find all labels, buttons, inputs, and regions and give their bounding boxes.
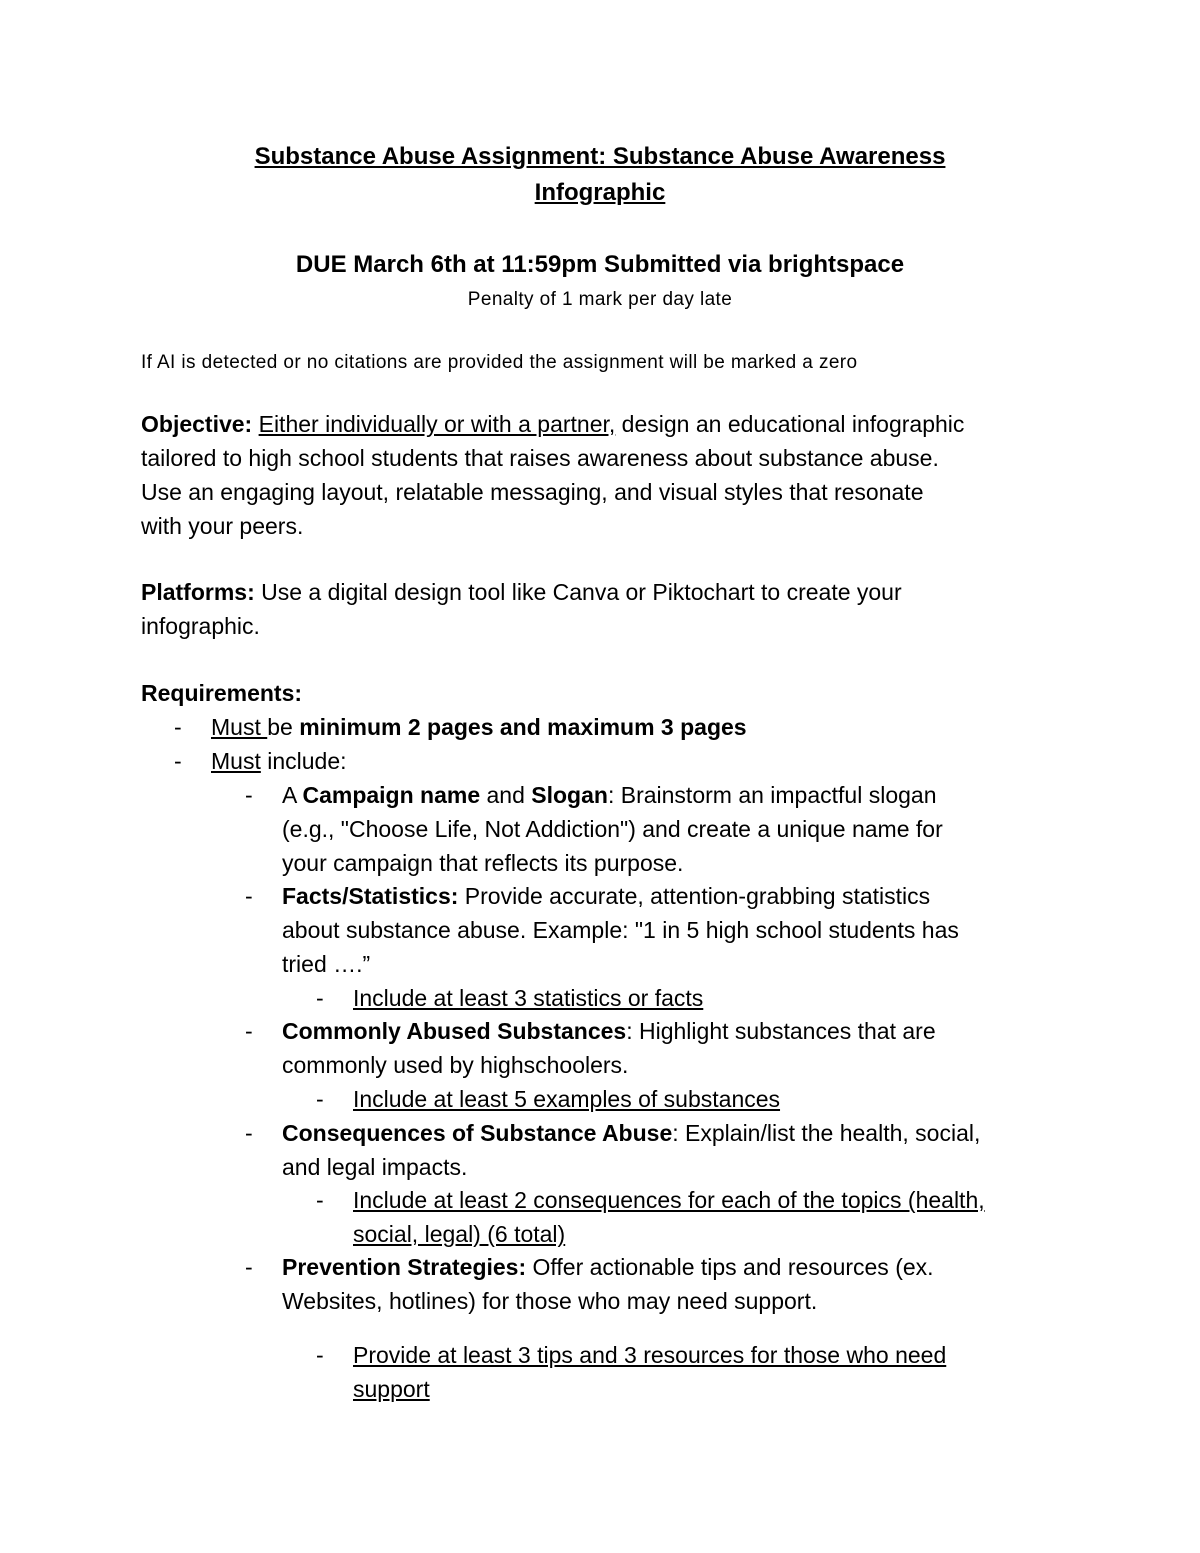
requirement-must-include: Must include: [211,748,347,774]
platforms-paragraph: Platforms: Use a digital design tool like Canva or Piktochart to create your infographic. [141,579,902,639]
bullet-dash: - [316,1187,324,1213]
sub-item-statistics: Include at least 3 statistics or facts [353,985,704,1011]
sub-item-consequences: Include at least 2 consequences for each of the topics (health, social, legal) (6 total) [353,1187,985,1247]
item-common-substances: Commonly Abused Substances: Highlight substances that are commonly used by highschoolers. [282,1018,936,1078]
bullet-dash: - [245,1018,253,1044]
late-penalty: Penalty of 1 mark per day late [467,289,733,310]
objective-paragraph: Objective: Either individually or with a partner, design an educational infographic tailored to high school students that raises awareness about substance abuse. Use an engaging layout, relatable messaging, and visual styles that resonate with your peers. [141,411,965,539]
bullet-dash: - [245,883,253,909]
ai-warning: If AI is detected or no citations are provided the assignment will be marked a zero [141,352,858,373]
item-consequences: Consequences of Substance Abuse: Explain/list the health, social, and legal impacts. [282,1120,981,1180]
item-facts-statistics: Facts/Statistics: Provide accurate, attention-grabbing statistics about substance abuse. Example: "1 in 5 high school students has tried ….” [282,883,959,977]
bullet-dash: - [316,985,324,1011]
objective-label: Objective: [141,411,253,437]
objective-underlined: Either individually or with a partner, [258,411,616,437]
due-date: DUE March 6th at 11:59pm Submitted via brightspace [295,251,905,278]
bullet-dash: - [316,1342,324,1368]
requirement-page-count: Must be minimum 2 pages and maximum 3 pages [211,714,747,740]
requirements-heading: Requirements: [141,680,303,706]
item-campaign-slogan: A Campaign name and Slogan: Brainstorm an impactful slogan (e.g., "Choose Life, Not Addiction") and create a unique name for your campaign that reflects its purpose. [282,782,943,876]
sub-item-substances: Include at least 5 examples of substances [353,1086,781,1112]
bullet-dash: - [316,1086,324,1112]
document-title-line-2: Infographic [534,179,666,206]
bullet-dash: - [245,782,253,808]
bullet-dash: - [245,1254,253,1280]
sub-item-prevention: Provide at least 3 tips and 3 resources for those who need support [353,1342,947,1402]
bullet-dash: - [174,714,182,740]
platforms-label: Platforms: [141,579,255,605]
bullet-dash: - [174,748,182,774]
bullet-dash: - [245,1120,253,1146]
item-prevention: Prevention Strategies: Offer actionable tips and resources (ex. Websites, hotlines) for those who may need support. [282,1254,934,1314]
document-title-line-1: Substance Abuse Assignment: Substance Abuse Awareness [254,143,946,170]
